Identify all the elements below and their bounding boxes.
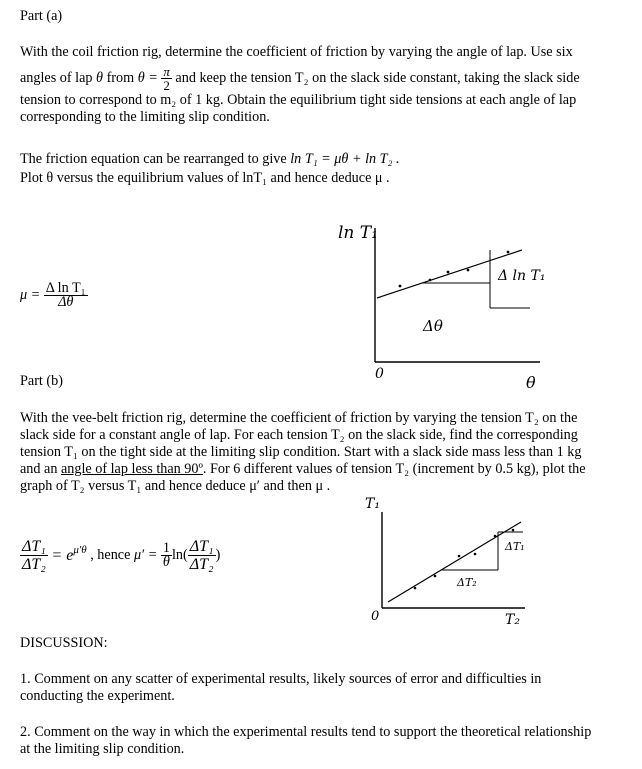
formula-b-denominator: ΔT₂ — [22, 556, 46, 573]
angle-of-lap-note: angle of lap less than 90º — [60, 461, 203, 477]
graph-b-origin-label: 0 — [371, 609, 380, 624]
graph-a-x-label: θ — [526, 373, 536, 390]
part-b-line-1: With the vee-belt friction rig, determine the coefficient of friction by varying the tension T₂ on the — [20, 410, 578, 426]
part-a-plot-line: Plot θ versus the equilibrium values of lnT₁ and hence deduce μ . — [20, 170, 390, 186]
graph-b-point — [458, 555, 461, 558]
theta-symbol: θ — [96, 69, 104, 86]
pi-over-two: $\frac{\pi}{2}$ — [163, 64, 170, 93]
discussion-item-1: 1. Comment on any scatter of experimental results, likely sources of error and difficulties in conducting the experiment. — [20, 671, 542, 704]
friction-equation: ln T₁ = μθ + ln T₂ . — [290, 151, 400, 167]
part-a-line-2: angles of lap θ from θ = $\frac{\pi}{2}$ and keep the tension T₂ on the slack side constant, taking the slack side — [20, 64, 580, 93]
part-a-line-4: corresponding to the limiting slip condition. — [20, 109, 270, 125]
graph-b-point — [494, 535, 497, 538]
graph-a-y-label: ln T₁ — [338, 223, 378, 243]
part-a-line-1: With the coil friction rig, determine the coefficient of friction by varying the angle of lap. Use six — [20, 44, 573, 60]
part-b-line-3: tension T₁ on the tight side at the limiting slip condition. Start with a slack side mass less than 1 kg — [20, 444, 582, 460]
graph-b-delta-y-label: ΔT₁ — [505, 540, 525, 553]
part-a-instructions — [20, 44, 620, 126]
part-a-heading: Part (a) — [20, 8, 63, 24]
mu-formula-numerator: Δ ln T₁ — [45, 280, 86, 296]
mu-formula: μ = $\frac{\text{Δ ln T₁}}{\Delta\theta}$ — [20, 280, 86, 310]
graph-b-point — [414, 587, 417, 590]
graph-a-point — [429, 279, 432, 282]
part-a-equation-line: The friction equation can be rearranged to give ln T₁ = μθ + ln T₂ . — [20, 151, 400, 167]
graph-b-x-label: T₂ — [505, 612, 520, 628]
graph-a-delta-x-label: Δθ — [423, 317, 443, 335]
part-b-instructions — [20, 410, 620, 495]
graph-b-point — [474, 553, 477, 556]
part-b-line-2: slack side for a constant angle of lap. For each tension T₂ on the slack side, find the corresponding — [20, 427, 578, 443]
formula-b-numerator: ΔT₁ — [22, 538, 46, 555]
part-a-line-3: tension to correspond to m₂ of 1 kg. Obtain the equilibrium tight side tensions at each angle of lap — [20, 92, 577, 108]
graph-a-point — [447, 271, 450, 274]
part-b-line-4: and an angle of lap less than 90º. For 6 different values of tension T₂ (increment by 0.5 kg), plot the — [20, 461, 586, 477]
graph-a-origin-label: 0 — [375, 366, 384, 382]
graph-b-point — [512, 529, 515, 532]
graph-a-point — [507, 251, 510, 254]
graph-b-delta-x-label: ΔT₂ — [457, 576, 477, 589]
discussion-item-2: 2. Comment on the way in which the experimental results tend to support the theoretical relationship at the limiting slip condition. — [20, 724, 592, 757]
part-a-equation-text — [20, 151, 620, 187]
graph-lnT1-vs-theta — [330, 210, 580, 390]
graph-a-point — [467, 269, 470, 272]
mu-formula-denominator: Δθ — [58, 294, 74, 310]
graph-b-point — [434, 575, 437, 578]
graph-a-point — [399, 285, 402, 288]
graph-a-delta-y-label: Δ ln T₁ — [498, 268, 546, 284]
tension-ratio-formula: $\frac{\text{ΔT₁}}{\text{ΔT₂}}$ = $e^{\mu'\theta}$ , hence μ′ = $\frac{1}{\theta}$ ln( $\frac{\text{ΔT₁}}{\text{ΔT₂}}$ ) — [22, 538, 221, 573]
graph-T1-vs-T2 — [355, 490, 555, 630]
part-b-line-5: graph of T₂ versus T₁ and hence deduce μ′ and then μ . — [20, 478, 331, 494]
part-b-heading: Part (b) — [20, 373, 63, 389]
graph-b-fit-line — [388, 522, 521, 602]
graph-b-y-label: T₁ — [365, 496, 380, 512]
discussion-heading: DISCUSSION: — [20, 635, 108, 651]
